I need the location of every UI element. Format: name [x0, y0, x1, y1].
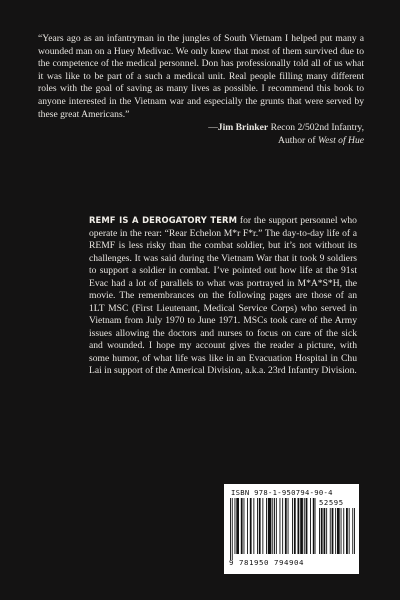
barcode-bar [250, 498, 252, 554]
barcode-bar [235, 498, 236, 554]
barcode-bar [272, 498, 273, 554]
isbn-number: ISBN 978-1-950794-90-4 [231, 488, 333, 497]
barcode-bar [346, 508, 348, 554]
description-text: for the support personnel who operate in the rear: “Rear Echelon M*r F*r.” The day-to-day life of a REMF is less risky than the combat soldier, but it’s not without its challenges. It was said during the Vietnam War that it took 9 soldiers to support a soldier in combat. I’ve pointed out how life at the 91st Evac had a lot of parallels to what was portrayed in M*A*S*H, the movie. The remembrances on the following pages are those of an 1LT MSC (First Lieutenant, Medical Service Corps) who served in Vietnam from July 1970 to June 1971. MSCs took care of the Army issues allowing the doctors and nurses to focus on care of the sick and wounded. I hope my account gives the reader a picture, with some humor, of what life was like in an Evacuation Hospital in Chu Lai in support of the Americal Division, a.k.a. 23rd Infantry Division. [89, 215, 357, 376]
barcode-bar [253, 498, 254, 554]
barcode-bar [326, 508, 327, 554]
barcode-bar [232, 498, 233, 560]
price-code: 52595 [319, 498, 344, 507]
barcode-bar [352, 508, 353, 554]
barcode-bar [349, 508, 350, 554]
barcode-bar [354, 508, 355, 554]
barcode-bar [316, 498, 317, 554]
barcode-bar [259, 498, 261, 554]
endorsement-quote: “Years ago as an infantryman in the jungles of South Vietnam I helped put many a wounded man on a Huey Medivac. We only knew that most of them survived due to the competence of the medical personnel. Don has professionally told all of us what it was like to be part of a such a medical unit. Real people filling many different roles with the goal of saving as many lives as possible. I recommend this book to anyone interested in the Vietnam war and especially the grunts that were served by these great Americans.” [38, 33, 364, 120]
barcode-bar [343, 508, 344, 554]
barcode-bar [304, 498, 305, 554]
endorsement-quote-block [38, 33, 364, 147]
barcode-bar [241, 498, 243, 554]
barcode-bar [276, 498, 277, 554]
barcode-bar [244, 498, 245, 554]
attribution-dash: — [208, 122, 218, 134]
barcode-bar [230, 498, 231, 560]
barcode-bar [337, 508, 340, 554]
barcode-bar [319, 508, 320, 554]
book-description [89, 214, 357, 378]
endorser-role: Recon 2/502nd Infantry, [268, 122, 364, 134]
isbn-barcode [224, 484, 359, 574]
barcode-bar [285, 498, 287, 554]
barcode-bar [335, 508, 336, 554]
endorser-name: Jim Brinker [217, 122, 269, 134]
description-lead: REMF IS A DEROGATORY TERM [89, 215, 238, 225]
endorser-author-of: Author of [278, 134, 318, 146]
barcode-bar [247, 498, 248, 554]
barcode-bar [324, 508, 326, 554]
endorser-book-title: West of Hue [317, 134, 364, 146]
barcode-bar [268, 498, 272, 554]
barcode-bar [280, 498, 281, 554]
barcode-bar [292, 498, 293, 554]
barcode-bar [330, 508, 331, 554]
barcode-bar [262, 498, 263, 554]
barcode-bar [282, 498, 283, 554]
barcode-bar [294, 498, 296, 554]
barcode-bar [274, 498, 275, 554]
endorsement-attribution [38, 122, 364, 147]
barcode-bar [288, 498, 289, 554]
barcode-bar [313, 498, 315, 554]
ean-digits: 9 781950 794904 [229, 558, 304, 567]
barcode-bar [306, 498, 308, 554]
barcode-bar [266, 498, 267, 554]
barcode-bar [310, 498, 311, 554]
barcode-bar [257, 498, 258, 554]
barcode-bar [298, 498, 300, 554]
ean-barcode-bars [230, 498, 316, 560]
barcode-bar [341, 508, 342, 554]
barcode-bar [332, 508, 334, 554]
barcode-bar [236, 498, 239, 554]
barcode-bar [300, 498, 303, 554]
price-barcode-bars [319, 508, 355, 560]
barcode-bar [321, 508, 323, 554]
